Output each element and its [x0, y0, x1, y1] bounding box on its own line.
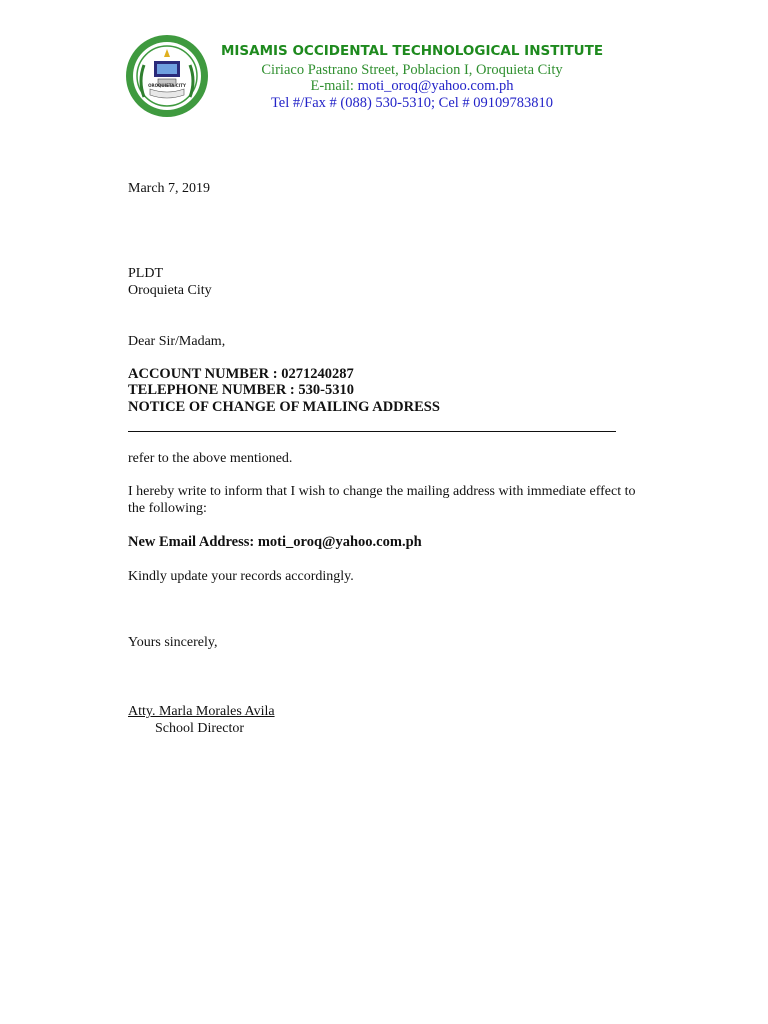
logo-caption: OROQUIETA CITY — [148, 83, 186, 88]
subject-telephone-number: TELEPHONE NUMBER : 530-5310 — [128, 382, 354, 398]
subject-divider — [128, 431, 616, 432]
body-paragraph-2-line-2: the following: — [128, 501, 207, 516]
signatory-title: School Director — [155, 721, 245, 736]
institution-email[interactable]: moti_oroq@yahoo.com.ph — [357, 78, 514, 94]
new-email-address: New Email Address: moti_oroq@yahoo.com.ph — [128, 534, 422, 550]
subject-notice: NOTICE OF CHANGE OF MAILING ADDRESS — [128, 399, 440, 415]
salutation: Dear Sir/Madam, — [128, 334, 226, 349]
body-paragraph-2-line-1: I hereby write to inform that I wish to change the mailing address with immediate effect to — [128, 484, 636, 499]
subject-account-number: ACCOUNT NUMBER : 0271240287 — [128, 366, 354, 382]
recipient-name: PLDT — [128, 266, 163, 281]
body-paragraph-3: Kindly update your records accordingly. — [128, 569, 354, 584]
institution-address: Ciriaco Pastrano Street, Poblacion I, Oroquieta City — [261, 62, 563, 78]
institution-email-line — [212, 78, 612, 95]
body-paragraph-1: refer to the above mentioned. — [128, 451, 293, 466]
institution-phone: Tel #/Fax # (088) 530-5310; Cel # 09109783810 — [270, 95, 554, 111]
email-label: E-mail: — [310, 78, 358, 94]
institution-name: MISAMIS OCCIDENTAL TECHNOLOGICAL INSTITUTE — [220, 43, 604, 59]
signatory-name: Atty. Marla Morales Avila — [128, 704, 275, 719]
letter-date: March 7, 2019 — [128, 181, 211, 196]
recipient-city: Oroquieta City — [128, 283, 212, 298]
school-seal-logo — [124, 33, 210, 119]
closing: Yours sincerely, — [128, 635, 218, 650]
